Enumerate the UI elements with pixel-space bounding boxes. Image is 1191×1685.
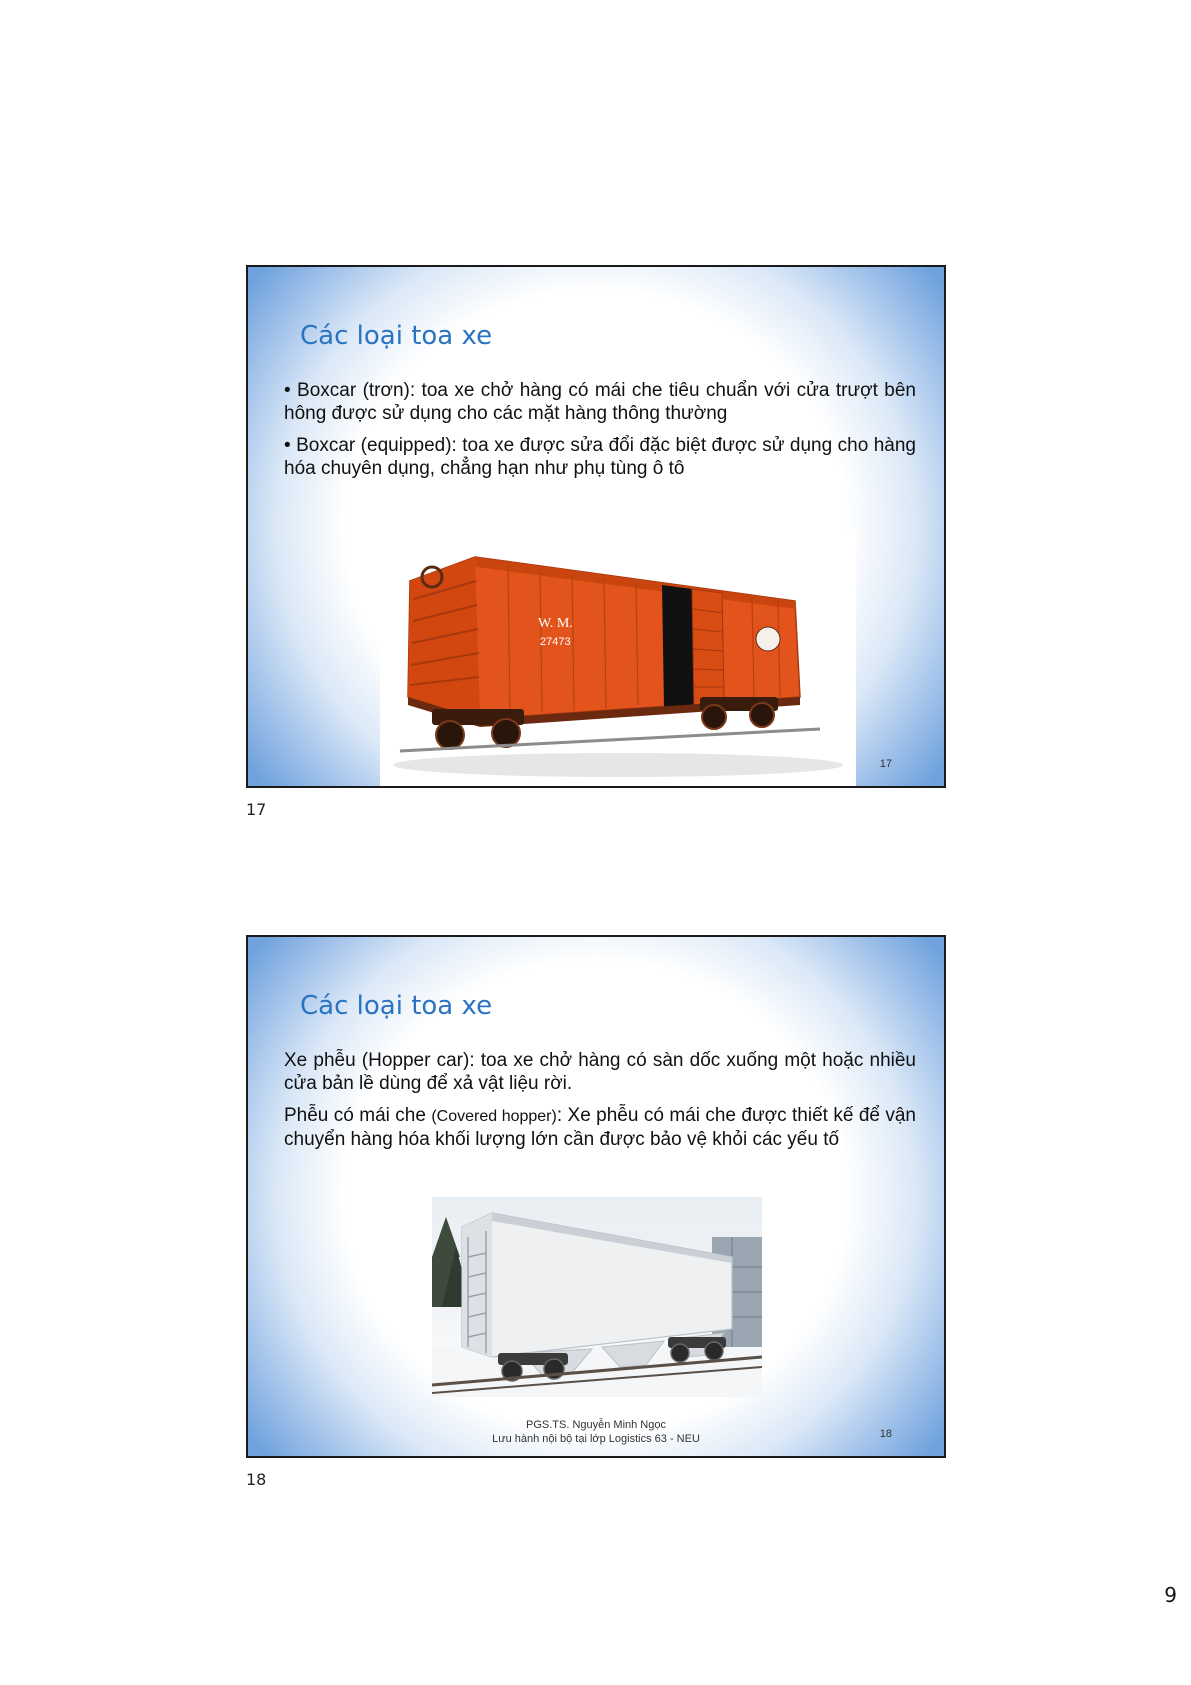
bullet-english-term: (Covered hopper) <box>431 1108 557 1125</box>
slide-title: Các loại toa xe <box>300 991 493 1021</box>
slide-page-label: 17 <box>246 800 267 819</box>
boxcar-illustration <box>380 529 856 788</box>
bullet-list <box>284 1049 916 1160</box>
hopper-illustration <box>432 1197 762 1397</box>
slide-18 <box>246 935 946 1458</box>
bullet-item: • Boxcar (trơn): toa xe chở hàng có mái che tiêu chuẩn với cửa trượt bên hông được sử dụng cho các mặt hàng thông thường <box>284 380 916 424</box>
car-marking: W. M. <box>538 616 573 631</box>
slide-number: 17 <box>879 758 892 770</box>
bullet-list <box>284 379 916 489</box>
slide-title: Các loại toa xe <box>300 321 493 351</box>
bullet-item <box>284 1104 916 1151</box>
footer-note: Lưu hành nội bộ tại lớp Logistics 63 - NEU <box>492 1433 700 1445</box>
slide-number: 18 <box>879 1428 892 1440</box>
page-number: 9 <box>1164 1583 1177 1607</box>
slide-17 <box>246 265 946 788</box>
covered-hopper-photo <box>432 1197 762 1397</box>
car-number: 27473 <box>540 636 571 648</box>
slide-footer <box>248 1418 944 1446</box>
slide-page-label: 18 <box>246 1470 267 1489</box>
bullet-item: • Boxcar (equipped): toa xe được sửa đổi đặc biệt được sử dụng cho hàng hóa chuyên dụng, chẳng hạn như phụ tùng ô tô <box>284 435 916 479</box>
bullet-item: Xe phễu (Hopper car): toa xe chở hàng có sàn dốc xuống một hoặc nhiều cửa bản lề dùng để xả vật liệu rời. <box>284 1050 916 1094</box>
boxcar-photo <box>380 529 856 788</box>
footer-author: PGS.TS. Nguyễn Minh Ngọc <box>525 1419 666 1431</box>
bullet-suffix: : Xe phễu có mái che được thiết kế để vận chuyển hàng hóa khối lượng lớn cần được bảo vệ khỏi các yếu tố <box>284 1105 916 1150</box>
bullet-prefix: Phễu có mái che <box>284 1105 432 1126</box>
